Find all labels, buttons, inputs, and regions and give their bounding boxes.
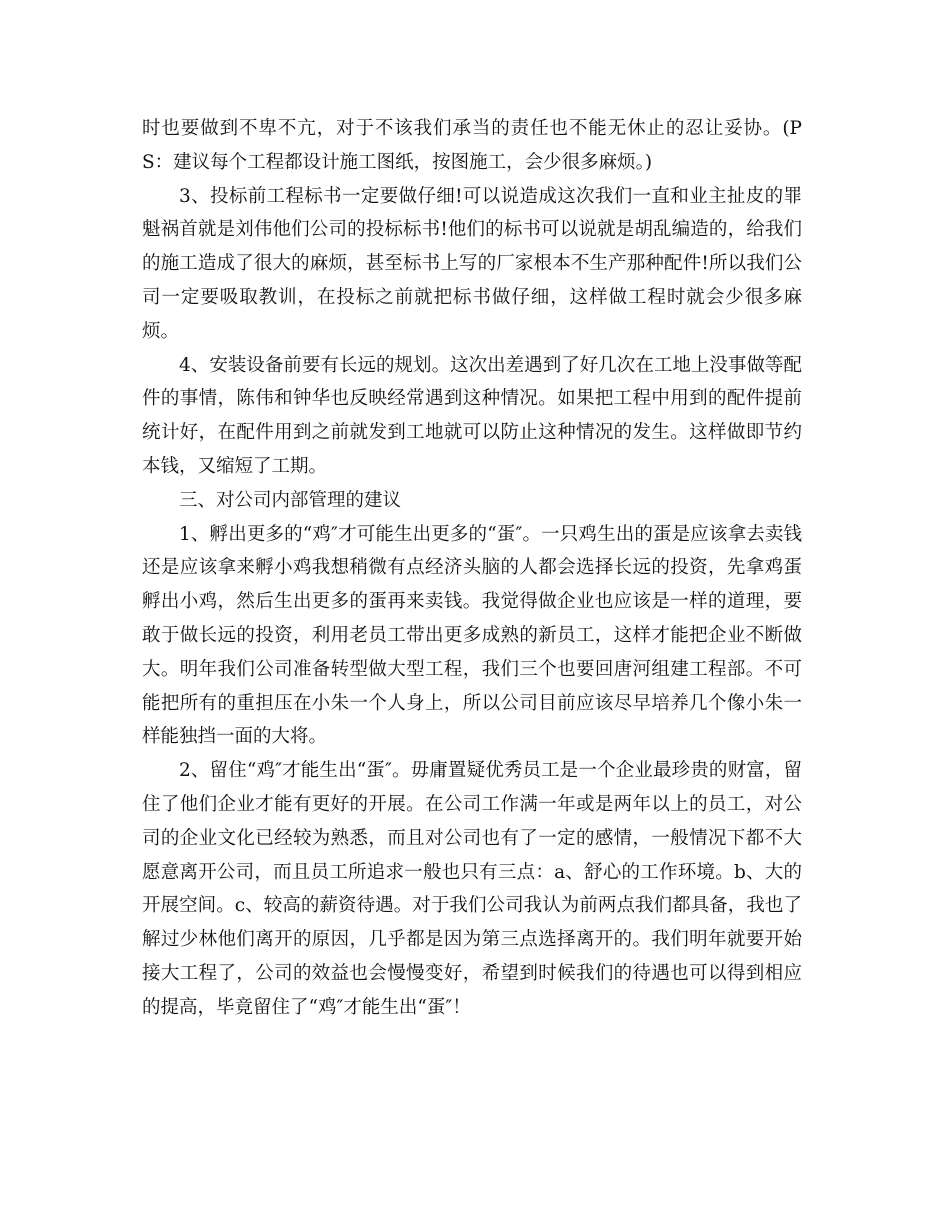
- document-body: [142, 112, 802, 1025]
- paragraph-point-4-equipment-planning: 4、安装设备前要有长远的规划。这次出差遇到了好几次在工地上没事做等配件的事情，陈伟和钟华也反映经常遇到这种情况。如果把工程中用到的配件提前统计好，在配件用到之前就发到工地就可以防止这种情况的发生。这样做即节约本钱，又缩短了工期。: [142, 354, 802, 477]
- paragraph-suggestion-2: 2、留住“鸡″才能生出“蛋″。毋庸置疑优秀员工是一个企业最珍贵的财富，留住了他们企业才能有更好的开展。在公司工作满一年或是两年以上的员工，对公司的企业文化已经较为熟悉，而且对公司也有了一定的感情，一般情况下都不大愿意离开公司，而且员工所追求一般也只有三点：a、舒心的工作环境。b、大的开展空间。c、较高的薪资待遇。对于我们公司我认为前两点我们都具备，我也了解过少林他们离开的原因，几乎都是因为第三点选择离开的。我们明年就要开始接大工程了，公司的效益也会慢慢变好，希望到时候我们的待遇也可以得到相应的提高，毕竟留住了“鸡″才能生出“蛋″！: [142, 760, 802, 1018]
- paragraph-suggestion-1: 1、孵出更多的“鸡″才可能生出更多的“蛋″。一只鸡生出的蛋是应该拿去卖钱还是应该拿来孵小鸡我想稍微有点经济头脑的人都会选择长远的投资，先拿鸡蛋孵出小鸡，然后生出更多的蛋再来卖钱。我觉得做企业也应该是一样的道理，要敢于做长远的投资，利用老员工带出更多成熟的新员工，这样才能把企业不断做大。明年我们公司准备转型做大型工程，我们三个也要回唐河组建工程部。不可能把所有的重担压在小朱一个人身上，所以公司目前应该尽早培养几个像小朱一样能独挡一面的大将。: [142, 523, 802, 748]
- paragraph-point-3-bid-documents: 3、投标前工程标书一定要做仔细!可以说造成这次我们一直和业主扯皮的罪魁祸首就是刘伟他们公司的投标标书!他们的标书可以说就是胡乱编造的，给我们的施工造成了很大的麻烦，甚至标书上写的厂家根本不生产那种配件!所以我们公司一定要吸取教训，在投标之前就把标书做仔细，这样做工程时就会少很多麻烦。: [142, 185, 803, 342]
- paragraph-continuation: 时也要做到不卑不亢，对于不该我们承当的责任也不能无休止的忍让妥协。(PS：建议每个工程都设计施工图纸，按图施工，会少很多麻烦。): [142, 118, 802, 173]
- section-heading-internal-management: 三、对公司内部管理的建议: [179, 489, 402, 511]
